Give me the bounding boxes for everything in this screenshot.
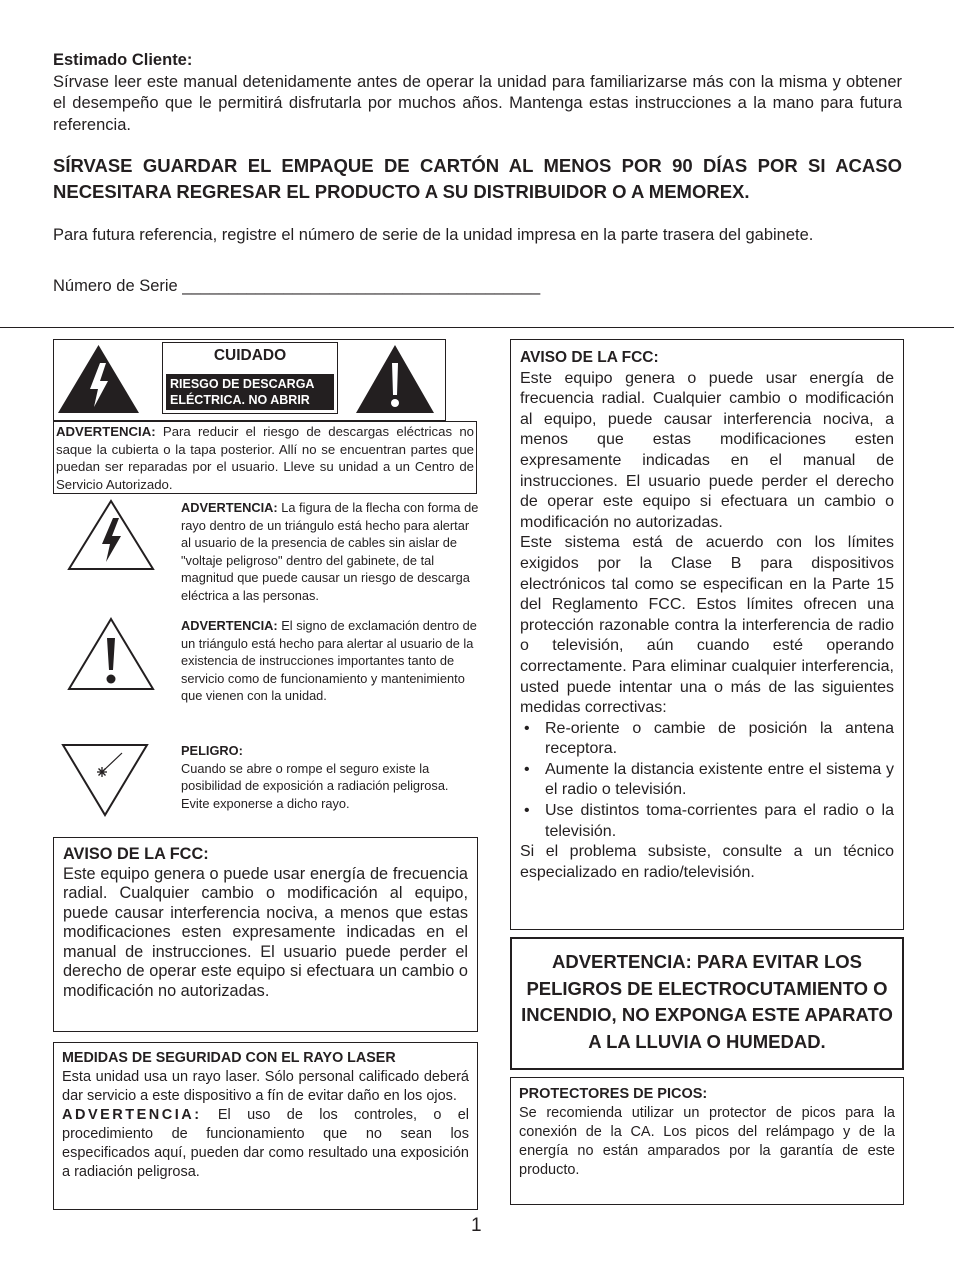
caution-title-box	[162, 342, 338, 414]
fcc-right-paragraph2: Este sistema está de acuerdo con los límites exigidos por la Clase B para dispositivos electrónicos tal como se especifican en la Parte 15 del Reglamento FCC. Estos límites ofrecen una protección razonable contra la interferencia de radio o televisión, aún cuando esté operando correctamente. Para eliminar cualquier interferencia, usted puede intentar una o más de las siguientes medidas correctivas:	[520, 534, 894, 717]
surge-heading: PROTECTORES DE PICOS:	[519, 1086, 708, 1102]
laser-safety-text: Esta unidad usa un rayo laser. Sólo personal calificado deberá dar servicio a este dispositivo a fín de evitar daño en los ojos.	[62, 1069, 469, 1104]
list-item: • Use distintos toma-corrientes para el radio o la televisión.	[520, 801, 894, 842]
intro-text: Sírvase leer este manual detenidamente antes de operar la unidad para familiarizarse más con la misma y obtener el desempeño que le permitirá disfrutarla por muchos años. Mantenga estas instrucciones a la mano para futura referencia.	[53, 72, 902, 134]
surge-protector-box	[510, 1077, 904, 1205]
lightning-triangle-icon	[66, 498, 156, 572]
caution-subtitle-line1: RIESGO DE DESCARGA	[170, 377, 315, 391]
caution-warning	[53, 421, 477, 494]
laser-text: Cuando se abre o rompe el seguro existe la posibilidad de exposición a radiación peligrosa. Evite exponerse a dicho rayo.	[181, 760, 449, 811]
caution-warning-label: ADVERTENCIA:	[56, 424, 156, 439]
fcc-right-paragraph1: Este equipo genera o puede usar energía de frecuencia radial. Cualquier cambio o modificación al equipo, puede causar interferencia nociva, a menos que estas modificaciones esten expresamente indicadas en el manual de instrucciones. El usuario puede perder el derecho de operar este equipo si efectuara un cambio o modificación no autorizadas.	[520, 369, 894, 531]
fcc-notice-left	[53, 837, 478, 1032]
exclamation-triangle-icon	[66, 616, 156, 692]
list-item: • Re-oriente o cambie de posición la antena receptora.	[520, 719, 894, 760]
laser-safety-heading: MEDIDAS DE SEGURIDAD CON EL RAYO LASER	[62, 1050, 396, 1066]
laser-explanation	[181, 742, 479, 812]
lightning-label: ADVERTENCIA:	[181, 500, 278, 515]
corrective-measures-list	[520, 719, 894, 843]
lightning-explanation	[181, 499, 479, 604]
exclamation-warning-icon	[354, 343, 436, 415]
fcc-left-text: Este equipo genera o puede usar energía de frecuencia radial. Cualquier cambio o modificación al equipo, puede causar interferencia nociva, a menos que estas modificaciones esten expresamente indicadas en el manual de instrucciones. El usuario puede perder el derecho de operar este equipo si efectuara un cambio o modificación no autorizadas.	[63, 864, 468, 1000]
greeting: Estimado Cliente:	[53, 51, 193, 69]
caution-warning-text: Para reducir el riesgo de descargas eléctricas no saque la cubierta o la tapa posterior. Allí no se encuentran partes que puedan ser reparadas por el usuario. Lleve su unidad a un Centro de Servicio Autorizado.	[56, 424, 474, 492]
list-item: • Aumente la distancia existente entre el sistema y el radio o televisión.	[520, 760, 894, 801]
laser-safety-warning-label: ADVERTENCIA:	[62, 1107, 202, 1123]
surge-text: Se recomienda utilizar un protector de picos para la conexión de la CA. Los picos del relámpago y de la energía no están amparados por la garantía de este producto.	[519, 1105, 895, 1178]
lightning-warning-icon	[56, 343, 141, 415]
laser-safety-warning-text: El uso de los controles, o el procedimiento de funcionamiento que no sean los especificados aquí, pueden dar como resultado una exposición a radiación peligrosa.	[62, 1107, 469, 1180]
laser-label: PELIGRO:	[181, 743, 243, 758]
caution-subtitle	[166, 374, 334, 410]
intro-section	[53, 50, 902, 136]
laser-warning-icon	[60, 742, 150, 818]
fcc-left-heading: AVISO DE LA FCC:	[63, 845, 209, 863]
exclamation-text: El signo de exclamación dentro de un triángulo está hecho para alertar al usuario de la existencia de instrucciones importantes tanto de servicio como de funcionamiento y mantenimiento que vienen con la unidad.	[181, 618, 477, 703]
exclamation-explanation	[181, 617, 479, 705]
fcc-notice-right	[510, 339, 904, 930]
caution-subtitle-line2: ELÉCTRICA. NO ABRIR	[170, 393, 310, 407]
caution-title: CUIDADO	[213, 347, 287, 364]
rain-warning-box: ADVERTENCIA: PARA EVITAR LOS PELIGROS DE ELECTROCUTAMIENTO O INCENDIO, NO EXPONGA ESTE APARATO A LA LLUVIA O HUMEDAD.	[510, 937, 904, 1070]
packaging-notice: SÍRVASE GUARDAR EL EMPAQUE DE CARTÓN AL MENOS POR 90 DÍAS POR SI ACASO NECESITARA REGRESAR EL PRODUCTO A SU DISTRIBUIDOR O A MEMOREX.	[53, 155, 902, 202]
lightning-text: La figura de la flecha con forma de rayo dentro de un triángulo está hecho para alertar al usuario de la presencia de cables sin aislar de "voltaje peligroso" dentro del gabinete, de tal magnitud que puede causar un riesgo de descarga eléctrica a las personas.	[181, 500, 479, 603]
laser-safety-box	[53, 1042, 478, 1210]
page-number: 1	[471, 1215, 482, 1236]
exclamation-label: ADVERTENCIA:	[181, 618, 278, 633]
serial-note: Para futura referencia, registre el número de serie de la unidad impresa en la parte trasera del gabinete.	[53, 226, 814, 244]
divider	[0, 327, 954, 328]
fcc-right-heading: AVISO DE LA FCC:	[520, 349, 659, 366]
fcc-right-paragraph3: Si el problema subsiste, consulte a un técnico especializado en radio/televisión.	[520, 843, 894, 881]
serial-number-field: Número de Serie _______________________________________	[53, 277, 541, 295]
